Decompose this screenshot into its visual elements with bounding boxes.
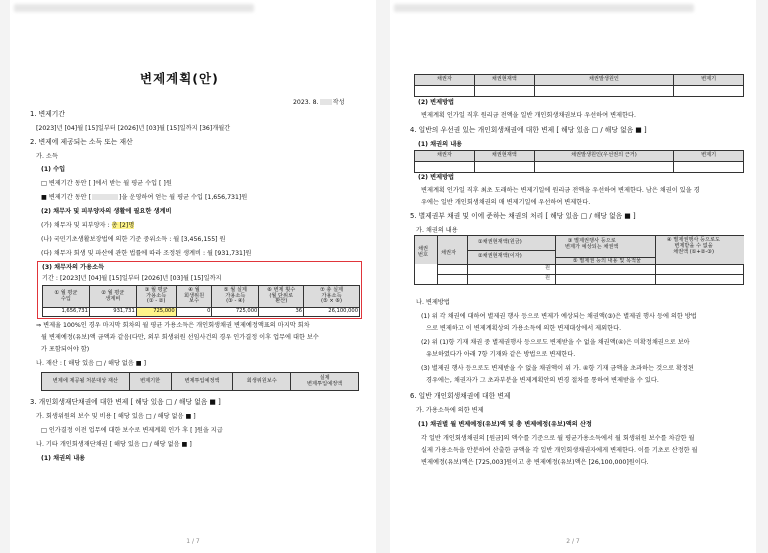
median-income-line: (나) 국민기초생활보장법에 의한 기준 중위소득 : 월 [3,456,155] 원 — [41, 236, 226, 243]
property-table — [41, 372, 359, 391]
calculation-heading: (1) 채권별 월 변제예정(유보)액 및 총 변제예정(유보)액의 산정 — [418, 421, 592, 428]
header-cell: 채권자 — [415, 151, 475, 162]
document-page-2 — [390, 0, 756, 553]
header-cell: ③ 월 평균 가용소득 (① - ②) — [136, 286, 176, 308]
adjusted-cost-line: (다) 채무자 회생 및 파산에 관한 법률에 따라 조정된 생계비 : 월 [931,731]원 — [41, 250, 252, 257]
living-cost-heading: (2) 채무자 및 피부양자의 생활에 필요한 생계비 — [41, 208, 172, 215]
secured-method-subheading: 나. 변제방법 — [416, 299, 450, 306]
value-cell: 36 — [259, 308, 304, 317]
value-cell: 725,000 — [212, 308, 259, 317]
section-6-heading: 6. 일반 개인회생채권에 대한 변제 — [410, 392, 511, 400]
header-cell: 변제에 제공될 처분대상 재산 — [42, 373, 130, 391]
redacted-date — [320, 99, 332, 105]
secured-method-2b: 유보하였다가 아래 7항 기재와 같은 방법으로 변제한다. — [426, 351, 576, 358]
note-line-1: ⇒ 변제율 100%인 경우 마지막 회차의 월 평균 가용소득은 개인회생채권 변제예정액표의 마지막 회차 — [36, 322, 310, 329]
repayment-method-body: 변제계획 인가일 직후 원리금 전액을 일반 개인회생채권보다 우선하여 변제한다. — [421, 112, 636, 119]
dependents-highlight: 총 [2]명 — [111, 222, 135, 229]
income-subheading: 가. 소득 — [36, 153, 58, 160]
note-line-3: 가 포함되어야 함) — [41, 346, 90, 353]
table-row — [43, 308, 360, 317]
page-number: 1 / 7 — [186, 538, 200, 545]
trustee-fee-option: □ 인가결정 이전 업무에 대한 보수로 변제계획 인가 후 [ ]원을 지급 — [41, 427, 223, 434]
revenue-heading: (1) 수입 — [41, 166, 66, 173]
secured-method-2: (2) 위 (1)항 기재 채권 중 별제권행사 등으로도 변제받을 수 없을 채권액(④)은 미확정채권으로 보아 — [421, 339, 690, 346]
value-cell: 931,731 — [89, 308, 136, 317]
secured-claims-table — [414, 235, 744, 285]
page-title: 변제계획(안) — [140, 71, 219, 86]
unrepaid-header: ④ 별제권행사 등으로도 변제받을 수 없을 채권액 (①+②-③) — [667, 237, 721, 255]
header-cell: ② 월 평균 생계비 — [89, 286, 136, 308]
calculation-body-3: 변제예정(유보)액은 [725,003]원이고 총 변제예정(유보)액은 [26,100,000]원이다. — [421, 459, 649, 466]
date-line: 2023. 8. 작성 — [293, 99, 345, 106]
table-row — [415, 86, 744, 97]
value-cell: 1,656,731 — [43, 308, 90, 317]
header-cell: 채권자 — [415, 75, 475, 86]
priority-method-heading: (2) 변제방법 — [418, 174, 455, 181]
page-number: 2 / 7 — [566, 538, 580, 545]
creditor-header: 채권자 — [441, 250, 457, 256]
won-unit: 원 — [545, 265, 551, 271]
value-cell-highlighted: 725,000 — [136, 308, 176, 317]
priority-claim-content-heading: (1) 채권의 내용 — [418, 141, 463, 148]
available-income-period: 기간 : [2023]년 [04]월 [15]일부터 [2026]년 [03]월 [15]일까지 — [42, 275, 222, 282]
secured-method-1b: 으로 변제하고 이 변제계획상의 가용소득에 의한 변제대상에서 제외한다. — [426, 325, 622, 332]
general-repay-subheading: 가. 가용소득에 의한 변제 — [416, 407, 484, 414]
secured-method-1: (1) 위 각 채권에 대하여 별제권 행사 등으로 변제가 예상되는 채권액(③)은 별제권 행사 등에 의한 방법 — [421, 313, 697, 320]
other-claims-line: 나. 기타 개인회생재단채권 [ 해당 있음 □ / 해당 없음 ■ ] — [36, 441, 192, 448]
repayment-method-heading: (2) 변제방법 — [418, 99, 455, 106]
section-4-heading: 4. 일반의 우선권 있는 개인회생채권에 대한 변제 [ 해당 있음 □ / 해당 없음 ■ ] — [410, 126, 647, 134]
header-cell: 채권발생원인 — [534, 75, 674, 86]
revenue-option-b: ■ 변제기간 동안 [ ]을 운영하여 얻는 월 평균 수입 [1,656,731]원 — [41, 194, 248, 201]
header-cell: ⑥ 변제 횟수 (월 단위로 환산) — [259, 286, 304, 308]
table-header-row — [415, 151, 744, 162]
section-1-body: [2023]년 [04]월 [15]일부터 [2026]년 [03]월 [15]일까지 [36]개월간 — [36, 125, 231, 132]
priority-method-body-2: 우에는 일반 개인회생채권의 매 변제기일에 우선하여 변제한다. — [421, 199, 591, 206]
interest-header: ②채권현재액(이자) — [478, 253, 522, 259]
header-cell: ⑤ 월 실제 가용소득 (③ - ④) — [212, 286, 259, 308]
revenue-option-a: □ 변제기간 동안 [ ]에서 받는 월 평균 수입 [ ]원 — [41, 180, 172, 187]
secured-claims-subheading: 가. 채권의 내용 — [416, 227, 458, 234]
value-cell: 26,100,000 — [304, 308, 360, 317]
calculation-body-1: 각 일반 개인회생채권의 [원금]의 액수를 기준으로 월 평균가용소득에서 월 회생위원 보수를 차감한 월 — [421, 435, 695, 442]
header-cell: ④ 월 회생위원 보수 — [176, 286, 212, 308]
document-page-1 — [10, 0, 376, 553]
trustee-fee-line: 가. 회생위원의 보수 및 비용 [ 해당 있음 □ / 해당 없음 ■ ] — [36, 413, 196, 420]
available-income-heading: (3) 채무자의 가용소득 — [42, 264, 105, 271]
header-cell: 변제기 — [674, 75, 744, 86]
available-income-table — [42, 285, 360, 317]
table-header-row — [415, 75, 744, 86]
secured-method-3b: 경우에는, 채권자가 그 초과부분을 변제계획안의 변경 절차를 통하여 변제받을 수 있다. — [426, 377, 659, 384]
header-cell: 변제투입예정액 — [171, 373, 233, 391]
header-cell: 실제 변제투입예정액 — [291, 373, 359, 391]
calculation-body-2: 실제 가용소득을 안분하여 산출한 금액을 각 일반 개인회생채권자에게 변제한다. 이를 기초로 산정한 월 — [421, 447, 698, 454]
priority-claims-table — [414, 150, 744, 173]
note-line-2: 월 변제예정(유보)액 금액과 같음(다만, 외부 회생위원 선임사건의 경우 인가결정 이후 업무에 대한 보수 — [41, 334, 319, 341]
expected-repay-header: ③ 별제권행사 등으로 변제가 예상되는 채권액 — [565, 238, 619, 250]
section-2-heading: 2. 변제에 제공되는 소득 또는 재산 — [30, 138, 133, 146]
header-cell: 변제기한 — [129, 373, 171, 391]
priority-method-body-1: 변제계획 인가일 직후 최초 도래하는 변제기일에 원리금 전액을 우선하여 변제한다. 남은 채권이 있을 경 — [421, 187, 700, 194]
estate-claims-table — [414, 74, 744, 97]
secured-method-3: (3) 별제권 행사 등으로도 변제받을 수 없을 채권액이 위 가. ④항 기재 금액을 초과하는 것으로 확정된 — [421, 365, 694, 372]
header-cell: 채권현재액 — [474, 151, 534, 162]
property-line: 나. 재산 : [ 해당 있음 □ / 해당 없음 ■ ] — [36, 360, 147, 367]
redacted-business — [92, 194, 118, 200]
section-5-heading: 5. 별제권부 채권 및 이에 준하는 채권의 처리 [ 해당 있음 □ / 해당 없음 ■ ] — [410, 212, 636, 220]
principal-header: ①채권현재액(원금) — [478, 239, 522, 245]
table-header-row — [43, 286, 360, 308]
table-header-row — [42, 373, 359, 391]
section-1-heading: 1. 변제기간 — [30, 110, 65, 118]
section-3-heading: 3. 개인회생재단채권에 대한 변제 [ 해당 있음 □ / 해당 없음 ■ ] — [30, 398, 221, 406]
header-cell: 채권발생원인(우선권의 근거) — [534, 151, 674, 162]
header-cell: ⑦ 총 실제 가용소득 (⑤ × ⑥) — [304, 286, 360, 308]
header-cell: 회생위원보수 — [233, 373, 291, 391]
claim-number-header: 채권 번호 — [418, 246, 429, 258]
claim-content-heading: (1) 채권의 내용 — [41, 455, 86, 462]
value-cell: 0 — [176, 308, 212, 317]
header-cell: ① 월 평균 수입 — [43, 286, 90, 308]
redacted-header — [14, 4, 254, 12]
header-cell: 채권현재액 — [474, 75, 534, 86]
redacted-header — [394, 4, 694, 12]
header-cell: 변제기 — [674, 151, 744, 162]
won-unit: 원 — [545, 275, 551, 281]
table-row — [415, 162, 744, 173]
dependents-line: (가) 채무자 및 피부양자 : 총 [2]명 — [41, 222, 135, 229]
collateral-header: ⑤ 별제권 등의 내용 및 목적물 — [573, 258, 642, 264]
